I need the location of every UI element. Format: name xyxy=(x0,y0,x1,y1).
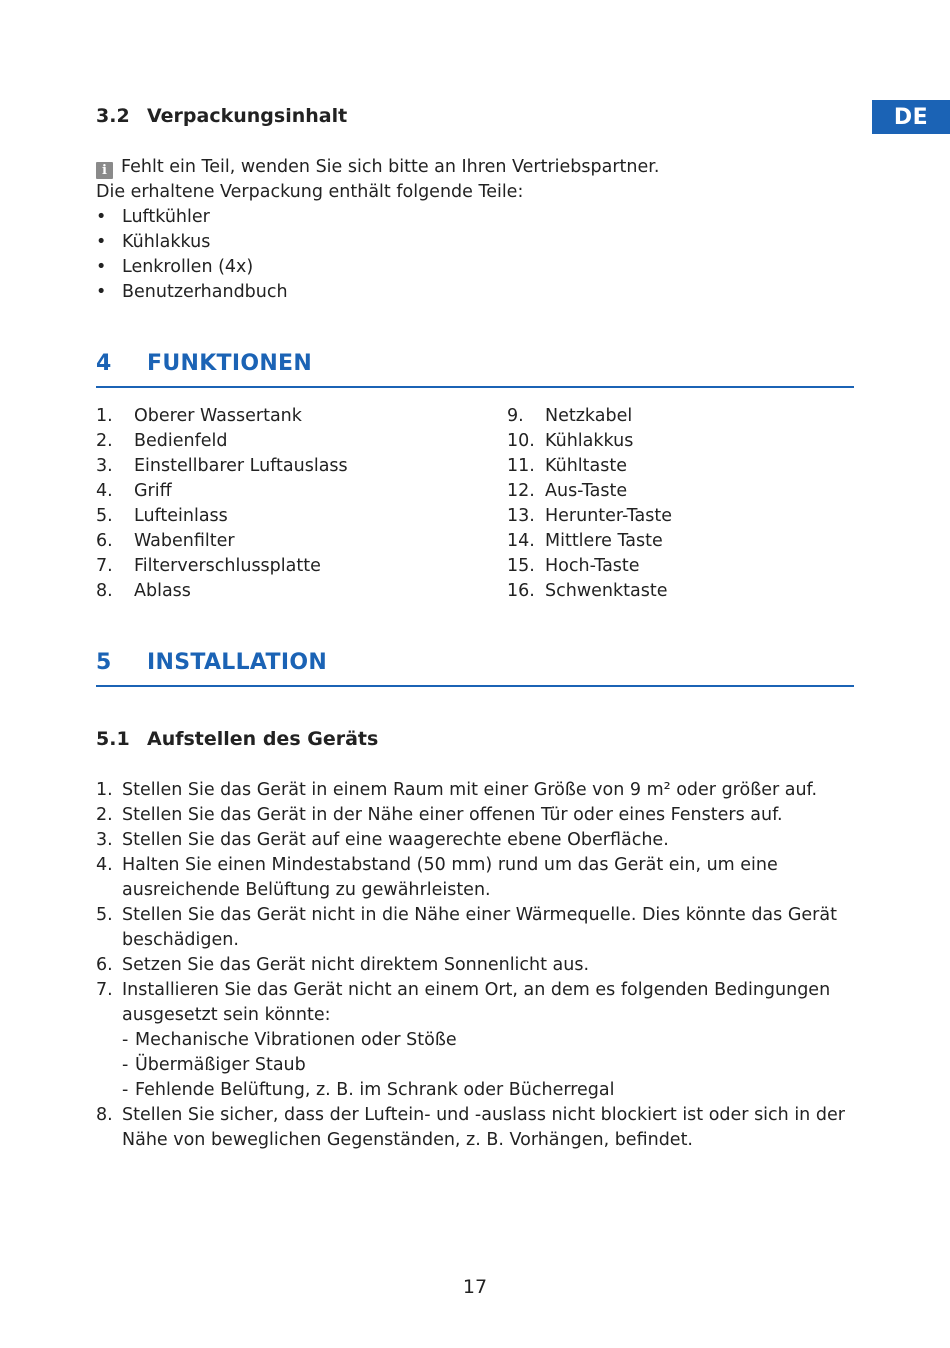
sub-item-text: Übermäßiger Staub xyxy=(135,1055,306,1075)
item-text: Lufteinlass xyxy=(134,506,228,526)
bullet: • xyxy=(96,282,107,302)
bullet: • xyxy=(96,207,107,227)
item-text: Kühltaste xyxy=(545,456,627,476)
item-text: Griff xyxy=(134,481,172,501)
list-item-text: Luftkühler xyxy=(122,207,210,227)
item-number: 11. xyxy=(507,456,535,476)
page-number: 17 xyxy=(462,1276,488,1298)
step-text: Installieren Sie das Gerät nicht an einem Ort, an dem es folgenden Bedingungen ausgesetzt sein könnte: xyxy=(122,980,831,1025)
bullet: • xyxy=(96,232,107,252)
list-item xyxy=(96,255,856,280)
section-3-2-body xyxy=(96,155,856,305)
installation-steps xyxy=(96,778,856,1153)
item-number: 12. xyxy=(507,481,535,501)
list-item xyxy=(96,978,856,1103)
list-item xyxy=(96,853,856,903)
info-icon: i xyxy=(96,162,113,179)
section-title: Verpackungsinhalt xyxy=(147,105,348,127)
item-text: Hoch-Taste xyxy=(545,556,640,576)
step-number: 5. xyxy=(96,905,113,925)
list-item xyxy=(96,454,348,479)
section-number: 4 xyxy=(96,351,112,376)
item-number: 7. xyxy=(96,556,113,576)
list-item xyxy=(96,554,348,579)
package-contents-list xyxy=(96,205,856,305)
section-divider xyxy=(96,685,854,687)
item-number: 10. xyxy=(507,431,535,451)
list-item xyxy=(96,828,856,853)
step-number: 1. xyxy=(96,780,113,800)
section-number: 5 xyxy=(96,650,112,675)
step-number: 3. xyxy=(96,830,113,850)
section-number: 3.2 xyxy=(96,105,130,127)
step-text: Halten Sie einen Mindestabstand (50 mm) rund um das Gerät ein, um eine ausreichende Belüftung zu gewährleisten. xyxy=(122,855,778,900)
item-number: 13. xyxy=(507,506,535,526)
info-note-text: Fehlt ein Teil, wenden Sie sich bitte an Ihren Vertriebspartner. xyxy=(121,157,660,177)
section-divider xyxy=(96,386,854,388)
list-item xyxy=(96,404,348,429)
list-item xyxy=(96,529,348,554)
sub-item-text: Mechanische Vibrationen oder Stöße xyxy=(135,1030,457,1050)
sub-item xyxy=(122,1053,856,1078)
item-number: 6. xyxy=(96,531,113,551)
list-item xyxy=(96,504,348,529)
item-number: 4. xyxy=(96,481,113,501)
step-text: Stellen Sie das Gerät auf eine waagerechte ebene Oberfläche. xyxy=(122,830,669,850)
section-title: FUNKTIONEN xyxy=(147,351,313,376)
item-number: 14. xyxy=(507,531,535,551)
item-text: Einstellbarer Luftauslass xyxy=(134,456,348,476)
list-item xyxy=(96,953,856,978)
item-text: Aus-Taste xyxy=(545,481,628,501)
list-item xyxy=(96,778,856,803)
step-text: Stellen Sie das Gerät in einem Raum mit einer Größe von 9 m² oder größer auf. xyxy=(122,780,818,800)
list-item xyxy=(507,479,672,504)
list-item xyxy=(507,504,672,529)
list-item xyxy=(96,1103,856,1153)
list-item-text: Kühlakkus xyxy=(122,232,211,252)
item-number: 1. xyxy=(96,406,113,426)
list-item xyxy=(96,205,856,230)
list-item xyxy=(96,903,856,953)
info-note xyxy=(96,155,856,180)
list-item-text: Lenkrollen (4x) xyxy=(122,257,254,277)
step-text: Stellen Sie sicher, dass der Luftein- und -auslass nicht blockiert ist oder sich in der Nähe von beweglichen Gegenständen, z. B. Vorhängen, befindet. xyxy=(122,1105,845,1150)
dash: - xyxy=(122,1080,129,1100)
list-item xyxy=(507,554,672,579)
item-text: Wabenfilter xyxy=(134,531,235,551)
step-number: 4. xyxy=(96,855,113,875)
package-intro: Die erhaltene Verpackung enthält folgende Teile: xyxy=(96,182,524,202)
section-5-heading xyxy=(96,650,327,675)
list-item xyxy=(507,529,672,554)
list-item xyxy=(96,280,856,305)
list-item xyxy=(96,230,856,255)
dash: - xyxy=(122,1030,129,1050)
item-text: Oberer Wassertank xyxy=(134,406,302,426)
item-number: 8. xyxy=(96,581,113,601)
item-text: Herunter-Taste xyxy=(545,506,672,526)
bullet: • xyxy=(96,257,107,277)
item-number: 16. xyxy=(507,581,535,601)
language-tab: DE xyxy=(872,100,950,134)
item-text: Schwenktaste xyxy=(545,581,668,601)
step-number: 6. xyxy=(96,955,113,975)
list-item xyxy=(507,579,672,604)
section-number: 5.1 xyxy=(96,728,130,750)
list-item xyxy=(507,454,672,479)
item-text: Kühlakkus xyxy=(545,431,634,451)
step-text: Stellen Sie das Gerät nicht in die Nähe einer Wärmequelle. Dies könnte das Gerät beschädigen. xyxy=(122,905,837,950)
list-item xyxy=(96,803,856,828)
section-title: INSTALLATION xyxy=(147,650,328,675)
list-item xyxy=(507,404,672,429)
list-item-text: Benutzerhandbuch xyxy=(122,282,288,302)
item-text: Mittlere Taste xyxy=(545,531,663,551)
section-4-heading xyxy=(96,351,312,376)
step-number: 8. xyxy=(96,1105,113,1125)
step-number: 2. xyxy=(96,805,113,825)
list-item xyxy=(507,429,672,454)
sub-item xyxy=(122,1028,856,1053)
section-title: Aufstellen des Geräts xyxy=(147,728,379,750)
section-3-2-heading xyxy=(96,104,347,129)
step-text: Stellen Sie das Gerät in der Nähe einer offenen Tür oder eines Fensters auf. xyxy=(122,805,783,825)
item-number: 3. xyxy=(96,456,113,476)
item-text: Ablass xyxy=(134,581,191,601)
dash: - xyxy=(122,1055,129,1075)
section-5-1-heading xyxy=(96,727,378,752)
item-text: Bedienfeld xyxy=(134,431,228,451)
item-number: 2. xyxy=(96,431,113,451)
list-item xyxy=(96,479,348,504)
item-number: 9. xyxy=(507,406,524,426)
list-item xyxy=(96,579,348,604)
list-item xyxy=(96,429,348,454)
item-number: 15. xyxy=(507,556,535,576)
item-text: Filterverschlussplatte xyxy=(134,556,321,576)
step-number: 7. xyxy=(96,980,113,1000)
sub-item xyxy=(122,1078,856,1103)
step-text: Setzen Sie das Gerät nicht direktem Sonnenlicht aus. xyxy=(122,955,590,975)
functions-list-left xyxy=(96,404,348,604)
item-number: 5. xyxy=(96,506,113,526)
sub-item-text: Fehlende Belüftung, z. B. im Schrank oder Bücherregal xyxy=(135,1080,615,1100)
item-text: Netzkabel xyxy=(545,406,633,426)
functions-list-right xyxy=(507,404,672,604)
